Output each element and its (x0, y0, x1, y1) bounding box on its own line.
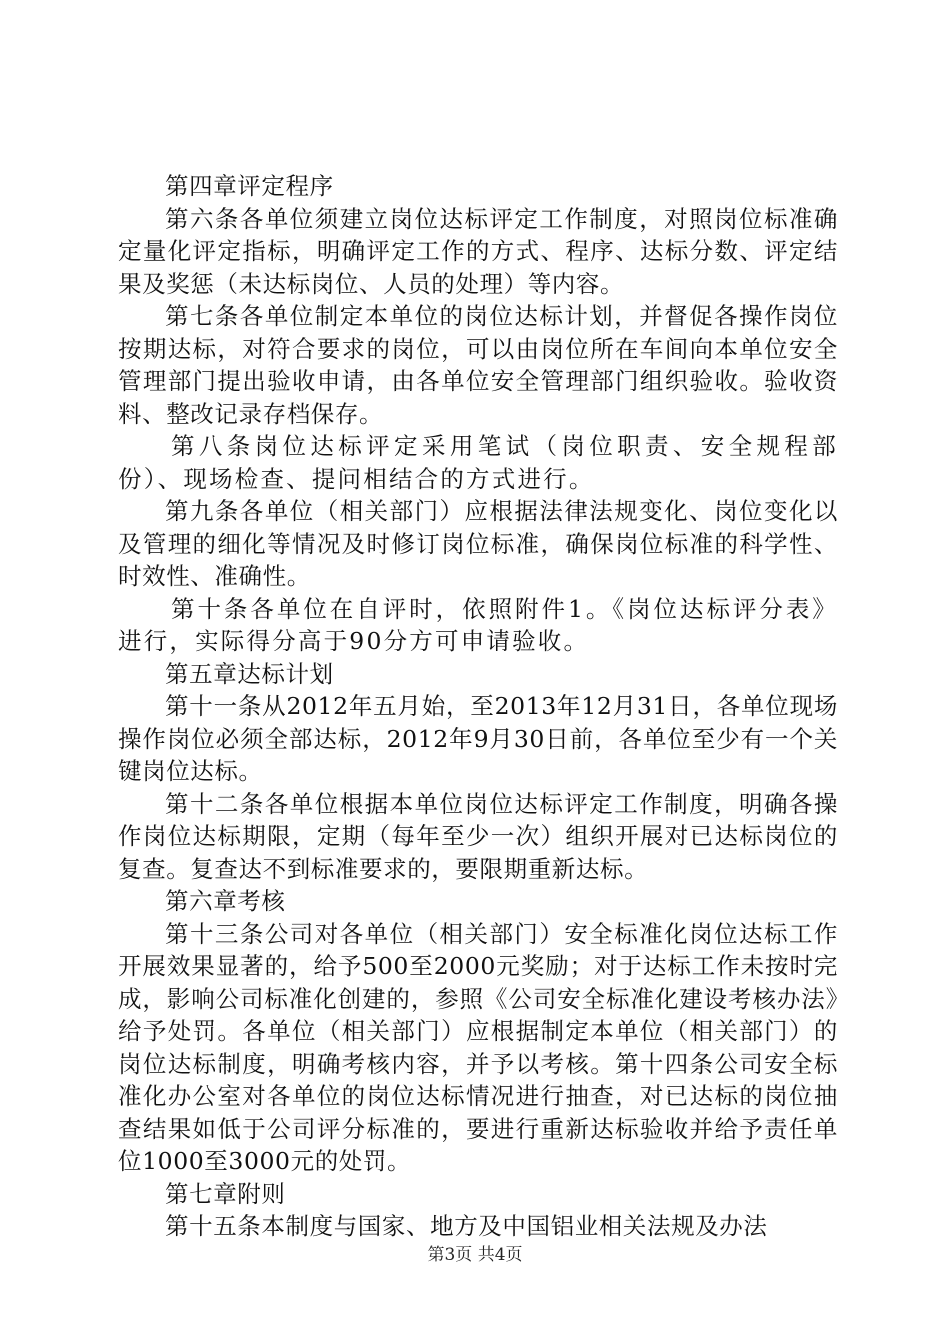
chapter-4-heading: 第四章评定程序 (165, 172, 334, 200)
chapter-7-heading: 第七章附则 (165, 1179, 286, 1208)
article-12-paragraph: 第十二条各单位根据本单位岗位达标评定工作制度，明确各操作岗位达标期限，定期（每年至少一次）组织开展对已达标岗位的复查。复查达不到标准要求的，要限期重新达标。 (118, 789, 838, 883)
article-9-paragraph: 第九条各单位（相关部门）应根据法律法规变化、岗位变化以及管理的细化等情况及时修订岗位标准，确保岗位标准的科学性、时效性、准确性。 (118, 497, 838, 590)
chapter-5-heading: 第五章达标计划 (165, 659, 334, 688)
document-body (118, 170, 838, 1243)
article-11-paragraph: 第十一条从2012年五月始，至2013年12月31日，各单位现场操作岗位必须全部达标，2012年9月30日前，各单位至少有一个关键岗位达标。 (118, 692, 838, 785)
article-10-paragraph: 第十条各单位在自评时，依照附件1。《岗位达标评分表》进行，实际得分高于90分方可申请验收。 (118, 594, 838, 655)
chapter-6-heading: 第六章考核 (165, 887, 286, 915)
article-7-paragraph: 第七条各单位制定本单位的岗位达标计划，并督促各操作岗位按期达标，对符合要求的岗位，可以由岗位所在车间向本单位安全管理部门提出验收申请，由各单位安全管理部门组织验收。验收资料、整改记录存档保存。 (118, 302, 838, 428)
article-6-paragraph: 第六条各单位须建立岗位达标评定工作制度，对照岗位标准确定量化评定指标，明确评定工作的方式、程序、达标分数、评定结果及奖惩（未达标岗位、人员的处理）等内容。 (118, 204, 838, 298)
article-15-paragraph: 第十五条本制度与国家、地方及中国铝业相关法规及办法 (165, 1212, 768, 1240)
page-number-footer: 第3页 共4页 (427, 1245, 523, 1265)
article-13-14-paragraph: 第十三条公司对各单位（相关部门）安全标准化岗位达标工作开展效果显著的，给予500至2000元奖励；对于达标工作未按时完成，影响公司标准化创建的，参照《公司安全标准化建设考核办法》给予处罚。各单位（相关部门）应根据制定本单位（相关部门）的岗位达标制度，明确考核内容，并予以考核。第十四条公司安全标准化办公室对各单位的岗位达标情况进行抽查，对已达标的岗位抽查结果如低于公司评分标准的，要进行重新达标验收并给予责任单位1000至3000元的处罚。 (118, 919, 838, 1175)
article-8-paragraph: 第八条岗位达标评定采用笔试（岗位职责、安全规程部份）、现场检查、提问相结合的方式进行。 (118, 432, 838, 493)
